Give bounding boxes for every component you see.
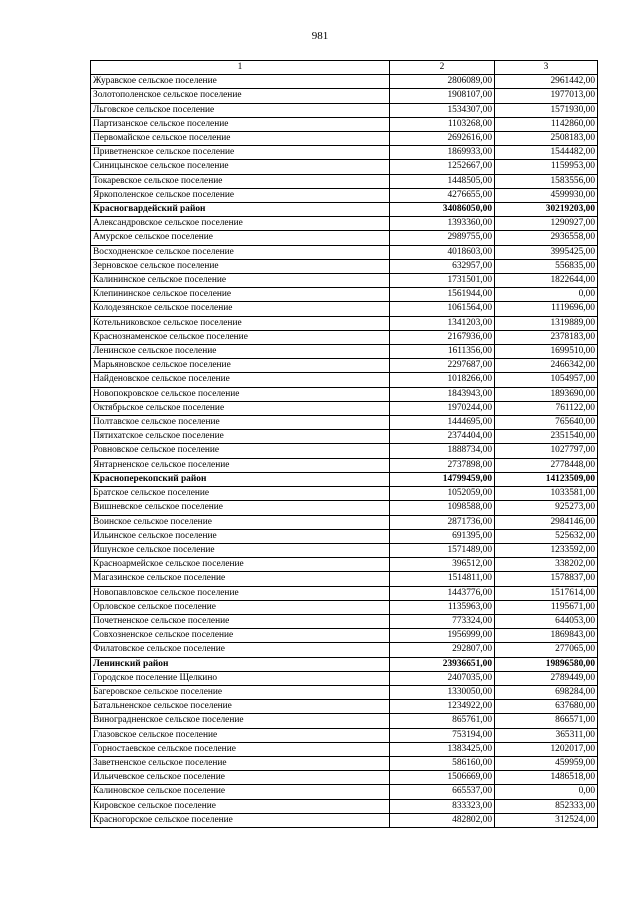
amount-col2-cell: 2806089,00 xyxy=(390,75,495,89)
table-row xyxy=(91,174,598,188)
amount-col2-cell: 1135963,00 xyxy=(390,600,495,614)
settlement-name-cell: Совхозненское сельское поселение xyxy=(91,629,390,643)
table-row xyxy=(91,146,598,160)
settlement-name-cell: Марьяновское сельское поселение xyxy=(91,359,390,373)
amount-col2-cell: 14799459,00 xyxy=(390,472,495,486)
amount-col3-cell: 2508183,00 xyxy=(495,132,598,146)
amount-col3-cell: 1486518,00 xyxy=(495,771,598,785)
settlement-name-cell: Калининское сельское поселение xyxy=(91,274,390,288)
table-row xyxy=(91,643,598,657)
settlement-name-cell: Приветненское сельское поселение xyxy=(91,146,390,160)
amount-col3-cell: 2936558,00 xyxy=(495,231,598,245)
amount-col3-cell: 765640,00 xyxy=(495,416,598,430)
amount-col2-cell: 4276655,00 xyxy=(390,188,495,202)
amount-col2-cell: 1448505,00 xyxy=(390,174,495,188)
settlement-name-cell: Калиновское сельское поселение xyxy=(91,785,390,799)
table-row xyxy=(91,345,598,359)
amount-col3-cell: 338202,00 xyxy=(495,558,598,572)
amount-col2-cell: 4018603,00 xyxy=(390,245,495,259)
settlement-name-cell: Ишунское сельское поселение xyxy=(91,543,390,557)
amount-col3-cell: 1699510,00 xyxy=(495,345,598,359)
amount-col2-cell: 1731501,00 xyxy=(390,274,495,288)
amount-col2-cell: 833323,00 xyxy=(390,799,495,813)
amount-col3-cell: 30219203,00 xyxy=(495,203,598,217)
table-row xyxy=(91,188,598,202)
amount-col2-cell: 1341203,00 xyxy=(390,316,495,330)
settlement-name-cell: Батальненское сельское поселение xyxy=(91,700,390,714)
settlement-name-cell: Токаревское сельское поселение xyxy=(91,174,390,188)
amount-col3-cell: 1233592,00 xyxy=(495,543,598,557)
table-row xyxy=(91,103,598,117)
amount-col3-cell: 365311,00 xyxy=(495,728,598,742)
settlement-name-cell: Воинское сельское поселение xyxy=(91,515,390,529)
table-row xyxy=(91,288,598,302)
table-row xyxy=(91,75,598,89)
amount-col2-cell: 1252667,00 xyxy=(390,160,495,174)
column-header-2: 2 xyxy=(390,61,495,75)
table-row xyxy=(91,458,598,472)
settlement-name-cell: Колодезянское сельское поселение xyxy=(91,302,390,316)
table-row xyxy=(91,813,598,827)
amount-col2-cell: 1908107,00 xyxy=(390,89,495,103)
settlement-name-cell: Городское поселение Щелкино xyxy=(91,671,390,685)
amount-col2-cell: 2871736,00 xyxy=(390,515,495,529)
settlement-name-cell: Вишневское сельское поселение xyxy=(91,501,390,515)
amount-col2-cell: 1571489,00 xyxy=(390,543,495,557)
settlement-name-cell: Красногвардейский район xyxy=(91,203,390,217)
amount-col2-cell: 1970244,00 xyxy=(390,401,495,415)
settlement-name-cell: Пятихатское сельское поселение xyxy=(91,430,390,444)
amount-col2-cell: 1611356,00 xyxy=(390,345,495,359)
amount-col2-cell: 1444695,00 xyxy=(390,416,495,430)
amount-col2-cell: 1534307,00 xyxy=(390,103,495,117)
amount-col3-cell: 1544482,00 xyxy=(495,146,598,160)
column-header-1: 1 xyxy=(91,61,390,75)
amount-col2-cell: 1843943,00 xyxy=(390,387,495,401)
amount-col3-cell: 698284,00 xyxy=(495,685,598,699)
settlement-name-cell: Ровновское сельское поселение xyxy=(91,444,390,458)
settlement-name-cell: Ленинское сельское поселение xyxy=(91,345,390,359)
amount-col3-cell: 2961442,00 xyxy=(495,75,598,89)
table-row xyxy=(91,685,598,699)
amount-col3-cell: 1319889,00 xyxy=(495,316,598,330)
amount-col2-cell: 34086050,00 xyxy=(390,203,495,217)
table-row xyxy=(91,501,598,515)
table-row xyxy=(91,302,598,316)
table-row xyxy=(91,714,598,728)
amount-col2-cell: 2407035,00 xyxy=(390,671,495,685)
amount-col3-cell: 1822644,00 xyxy=(495,274,598,288)
table-row xyxy=(91,160,598,174)
amount-col2-cell: 1383425,00 xyxy=(390,742,495,756)
table-row xyxy=(91,316,598,330)
settlement-name-cell: Янтарненское сельское поселение xyxy=(91,458,390,472)
amount-col3-cell: 1159953,00 xyxy=(495,160,598,174)
settlement-name-cell: Филатовское сельское поселение xyxy=(91,643,390,657)
settlement-name-cell: Найденовское сельское поселение xyxy=(91,373,390,387)
amount-col2-cell: 396512,00 xyxy=(390,558,495,572)
amount-col2-cell: 292807,00 xyxy=(390,643,495,657)
amount-col3-cell: 2984146,00 xyxy=(495,515,598,529)
settlement-name-cell: Октябрьское сельское поселение xyxy=(91,401,390,415)
amount-col2-cell: 1052059,00 xyxy=(390,487,495,501)
budget-table xyxy=(90,60,598,828)
settlement-name-cell: Новопокровское сельское поселение xyxy=(91,387,390,401)
amount-col2-cell: 691395,00 xyxy=(390,529,495,543)
amount-col3-cell: 761122,00 xyxy=(495,401,598,415)
settlement-name-cell: Магазинское сельское поселение xyxy=(91,572,390,586)
settlement-name-cell: Партизанское сельское поселение xyxy=(91,117,390,131)
amount-col2-cell: 2374404,00 xyxy=(390,430,495,444)
table-row xyxy=(91,89,598,103)
amount-col3-cell: 1142860,00 xyxy=(495,117,598,131)
amount-col3-cell: 1578837,00 xyxy=(495,572,598,586)
amount-col3-cell: 2778448,00 xyxy=(495,458,598,472)
table-row xyxy=(91,117,598,131)
table-row xyxy=(91,401,598,415)
settlement-name-cell: Красногорское сельское поселение xyxy=(91,813,390,827)
amount-col2-cell: 1393360,00 xyxy=(390,217,495,231)
settlement-name-cell: Ильичевское сельское поселение xyxy=(91,771,390,785)
amount-col3-cell: 1033581,00 xyxy=(495,487,598,501)
settlement-name-cell: Виноградненское сельское поселение xyxy=(91,714,390,728)
table-row xyxy=(91,614,598,628)
amount-col3-cell: 1571930,00 xyxy=(495,103,598,117)
amount-col3-cell: 637680,00 xyxy=(495,700,598,714)
amount-col3-cell: 1027797,00 xyxy=(495,444,598,458)
amount-col2-cell: 1098588,00 xyxy=(390,501,495,515)
table-row xyxy=(91,217,598,231)
amount-col2-cell: 482802,00 xyxy=(390,813,495,827)
table-row xyxy=(91,629,598,643)
settlement-name-cell: Синицынское сельское поселение xyxy=(91,160,390,174)
table-header-row xyxy=(91,61,598,75)
district-total-row xyxy=(91,472,598,486)
amount-col2-cell: 1888734,00 xyxy=(390,444,495,458)
amount-col2-cell: 1956999,00 xyxy=(390,629,495,643)
table-row xyxy=(91,543,598,557)
settlement-name-cell: Александровское сельское поселение xyxy=(91,217,390,231)
amount-col2-cell: 1234922,00 xyxy=(390,700,495,714)
settlement-name-cell: Клепининское сельское поселение xyxy=(91,288,390,302)
amount-col3-cell: 14123509,00 xyxy=(495,472,598,486)
amount-col2-cell: 1561944,00 xyxy=(390,288,495,302)
settlement-name-cell: Зерновское сельское поселение xyxy=(91,259,390,273)
settlement-name-cell: Красноперекопский район xyxy=(91,472,390,486)
amount-col3-cell: 1893690,00 xyxy=(495,387,598,401)
amount-col2-cell: 1061564,00 xyxy=(390,302,495,316)
table-row xyxy=(91,586,598,600)
amount-col3-cell: 556835,00 xyxy=(495,259,598,273)
table-row xyxy=(91,671,598,685)
amount-col3-cell: 1869843,00 xyxy=(495,629,598,643)
amount-col3-cell: 1119696,00 xyxy=(495,302,598,316)
amount-col2-cell: 1506669,00 xyxy=(390,771,495,785)
amount-col2-cell: 2692616,00 xyxy=(390,132,495,146)
settlement-name-cell: Кировское сельское поселение xyxy=(91,799,390,813)
amount-col3-cell: 2378183,00 xyxy=(495,330,598,344)
table-row xyxy=(91,799,598,813)
amount-col3-cell: 1517614,00 xyxy=(495,586,598,600)
amount-col2-cell: 632957,00 xyxy=(390,259,495,273)
amount-col2-cell: 665537,00 xyxy=(390,785,495,799)
column-header-3: 3 xyxy=(495,61,598,75)
table-row xyxy=(91,373,598,387)
settlement-name-cell: Багеровское сельское поселение xyxy=(91,685,390,699)
amount-col3-cell: 4599930,00 xyxy=(495,188,598,202)
amount-col3-cell: 1583556,00 xyxy=(495,174,598,188)
amount-col3-cell: 1195671,00 xyxy=(495,600,598,614)
amount-col3-cell: 0,00 xyxy=(495,785,598,799)
amount-col3-cell: 866571,00 xyxy=(495,714,598,728)
amount-col3-cell: 19896580,00 xyxy=(495,657,598,671)
table-row xyxy=(91,700,598,714)
settlement-name-cell: Ильинское сельское поселение xyxy=(91,529,390,543)
table-row xyxy=(91,259,598,273)
amount-col3-cell: 459959,00 xyxy=(495,756,598,770)
amount-col3-cell: 1054957,00 xyxy=(495,373,598,387)
settlement-name-cell: Журавское сельское поселение xyxy=(91,75,390,89)
amount-col3-cell: 925273,00 xyxy=(495,501,598,515)
settlement-name-cell: Глазовское сельское поселение xyxy=(91,728,390,742)
settlement-name-cell: Красноармейское сельское поселение xyxy=(91,558,390,572)
table-row xyxy=(91,600,598,614)
amount-col2-cell: 1869933,00 xyxy=(390,146,495,160)
settlement-name-cell: Яркополенское сельское поселение xyxy=(91,188,390,202)
table-row xyxy=(91,515,598,529)
amount-col2-cell: 2297687,00 xyxy=(390,359,495,373)
table-row xyxy=(91,487,598,501)
table-row xyxy=(91,231,598,245)
table-row xyxy=(91,558,598,572)
amount-col2-cell: 1018266,00 xyxy=(390,373,495,387)
settlement-name-cell: Братское сельское поселение xyxy=(91,487,390,501)
table-row xyxy=(91,359,598,373)
district-total-row xyxy=(91,203,598,217)
table-row xyxy=(91,416,598,430)
amount-col2-cell: 773324,00 xyxy=(390,614,495,628)
settlement-name-cell: Краснознаменское сельское поселение xyxy=(91,330,390,344)
amount-col2-cell: 865761,00 xyxy=(390,714,495,728)
amount-col2-cell: 753194,00 xyxy=(390,728,495,742)
amount-col3-cell: 1977013,00 xyxy=(495,89,598,103)
amount-col3-cell: 2789449,00 xyxy=(495,671,598,685)
amount-col2-cell: 1443776,00 xyxy=(390,586,495,600)
settlement-name-cell: Восходненское сельское поселение xyxy=(91,245,390,259)
amount-col2-cell: 2989755,00 xyxy=(390,231,495,245)
amount-col3-cell: 644053,00 xyxy=(495,614,598,628)
table-row xyxy=(91,529,598,543)
table-row xyxy=(91,728,598,742)
settlement-name-cell: Горностаевское сельское поселение xyxy=(91,742,390,756)
amount-col3-cell: 525632,00 xyxy=(495,529,598,543)
district-total-row xyxy=(91,657,598,671)
amount-col2-cell: 1514811,00 xyxy=(390,572,495,586)
settlement-name-cell: Ленинский район xyxy=(91,657,390,671)
table-row xyxy=(91,245,598,259)
amount-col3-cell: 2466342,00 xyxy=(495,359,598,373)
table-row xyxy=(91,132,598,146)
amount-col3-cell: 312524,00 xyxy=(495,813,598,827)
table-row xyxy=(91,756,598,770)
page-number: 981 xyxy=(311,30,329,42)
table-row xyxy=(91,274,598,288)
amount-col3-cell: 3995425,00 xyxy=(495,245,598,259)
table-row xyxy=(91,430,598,444)
amount-col2-cell: 586160,00 xyxy=(390,756,495,770)
amount-col2-cell: 2737898,00 xyxy=(390,458,495,472)
amount-col2-cell: 1103268,00 xyxy=(390,117,495,131)
amount-col3-cell: 1202017,00 xyxy=(495,742,598,756)
amount-col3-cell: 277065,00 xyxy=(495,643,598,657)
settlement-name-cell: Первомайское сельское поселение xyxy=(91,132,390,146)
settlement-name-cell: Золотополенское сельское поселение xyxy=(91,89,390,103)
settlement-name-cell: Амурское сельское поселение xyxy=(91,231,390,245)
amount-col3-cell: 2351540,00 xyxy=(495,430,598,444)
settlement-name-cell: Орловское сельское поселение xyxy=(91,600,390,614)
settlement-name-cell: Почетненское сельское поселение xyxy=(91,614,390,628)
table-row xyxy=(91,444,598,458)
table-row xyxy=(91,330,598,344)
amount-col2-cell: 1330050,00 xyxy=(390,685,495,699)
table-row xyxy=(91,387,598,401)
settlement-name-cell: Новопавловское сельское поселение xyxy=(91,586,390,600)
amount-col2-cell: 2167936,00 xyxy=(390,330,495,344)
settlement-name-cell: Льговское сельское поселение xyxy=(91,103,390,117)
amount-col2-cell: 23936651,00 xyxy=(390,657,495,671)
amount-col3-cell: 1290927,00 xyxy=(495,217,598,231)
table-row xyxy=(91,742,598,756)
table-row xyxy=(91,572,598,586)
amount-col3-cell: 0,00 xyxy=(495,288,598,302)
table-body xyxy=(91,75,598,828)
table-row xyxy=(91,785,598,799)
settlement-name-cell: Заветненское сельское поселение xyxy=(91,756,390,770)
settlement-name-cell: Котельниковское сельское поселение xyxy=(91,316,390,330)
amount-col3-cell: 852333,00 xyxy=(495,799,598,813)
settlement-name-cell: Полтавское сельское поселение xyxy=(91,416,390,430)
table-row xyxy=(91,771,598,785)
